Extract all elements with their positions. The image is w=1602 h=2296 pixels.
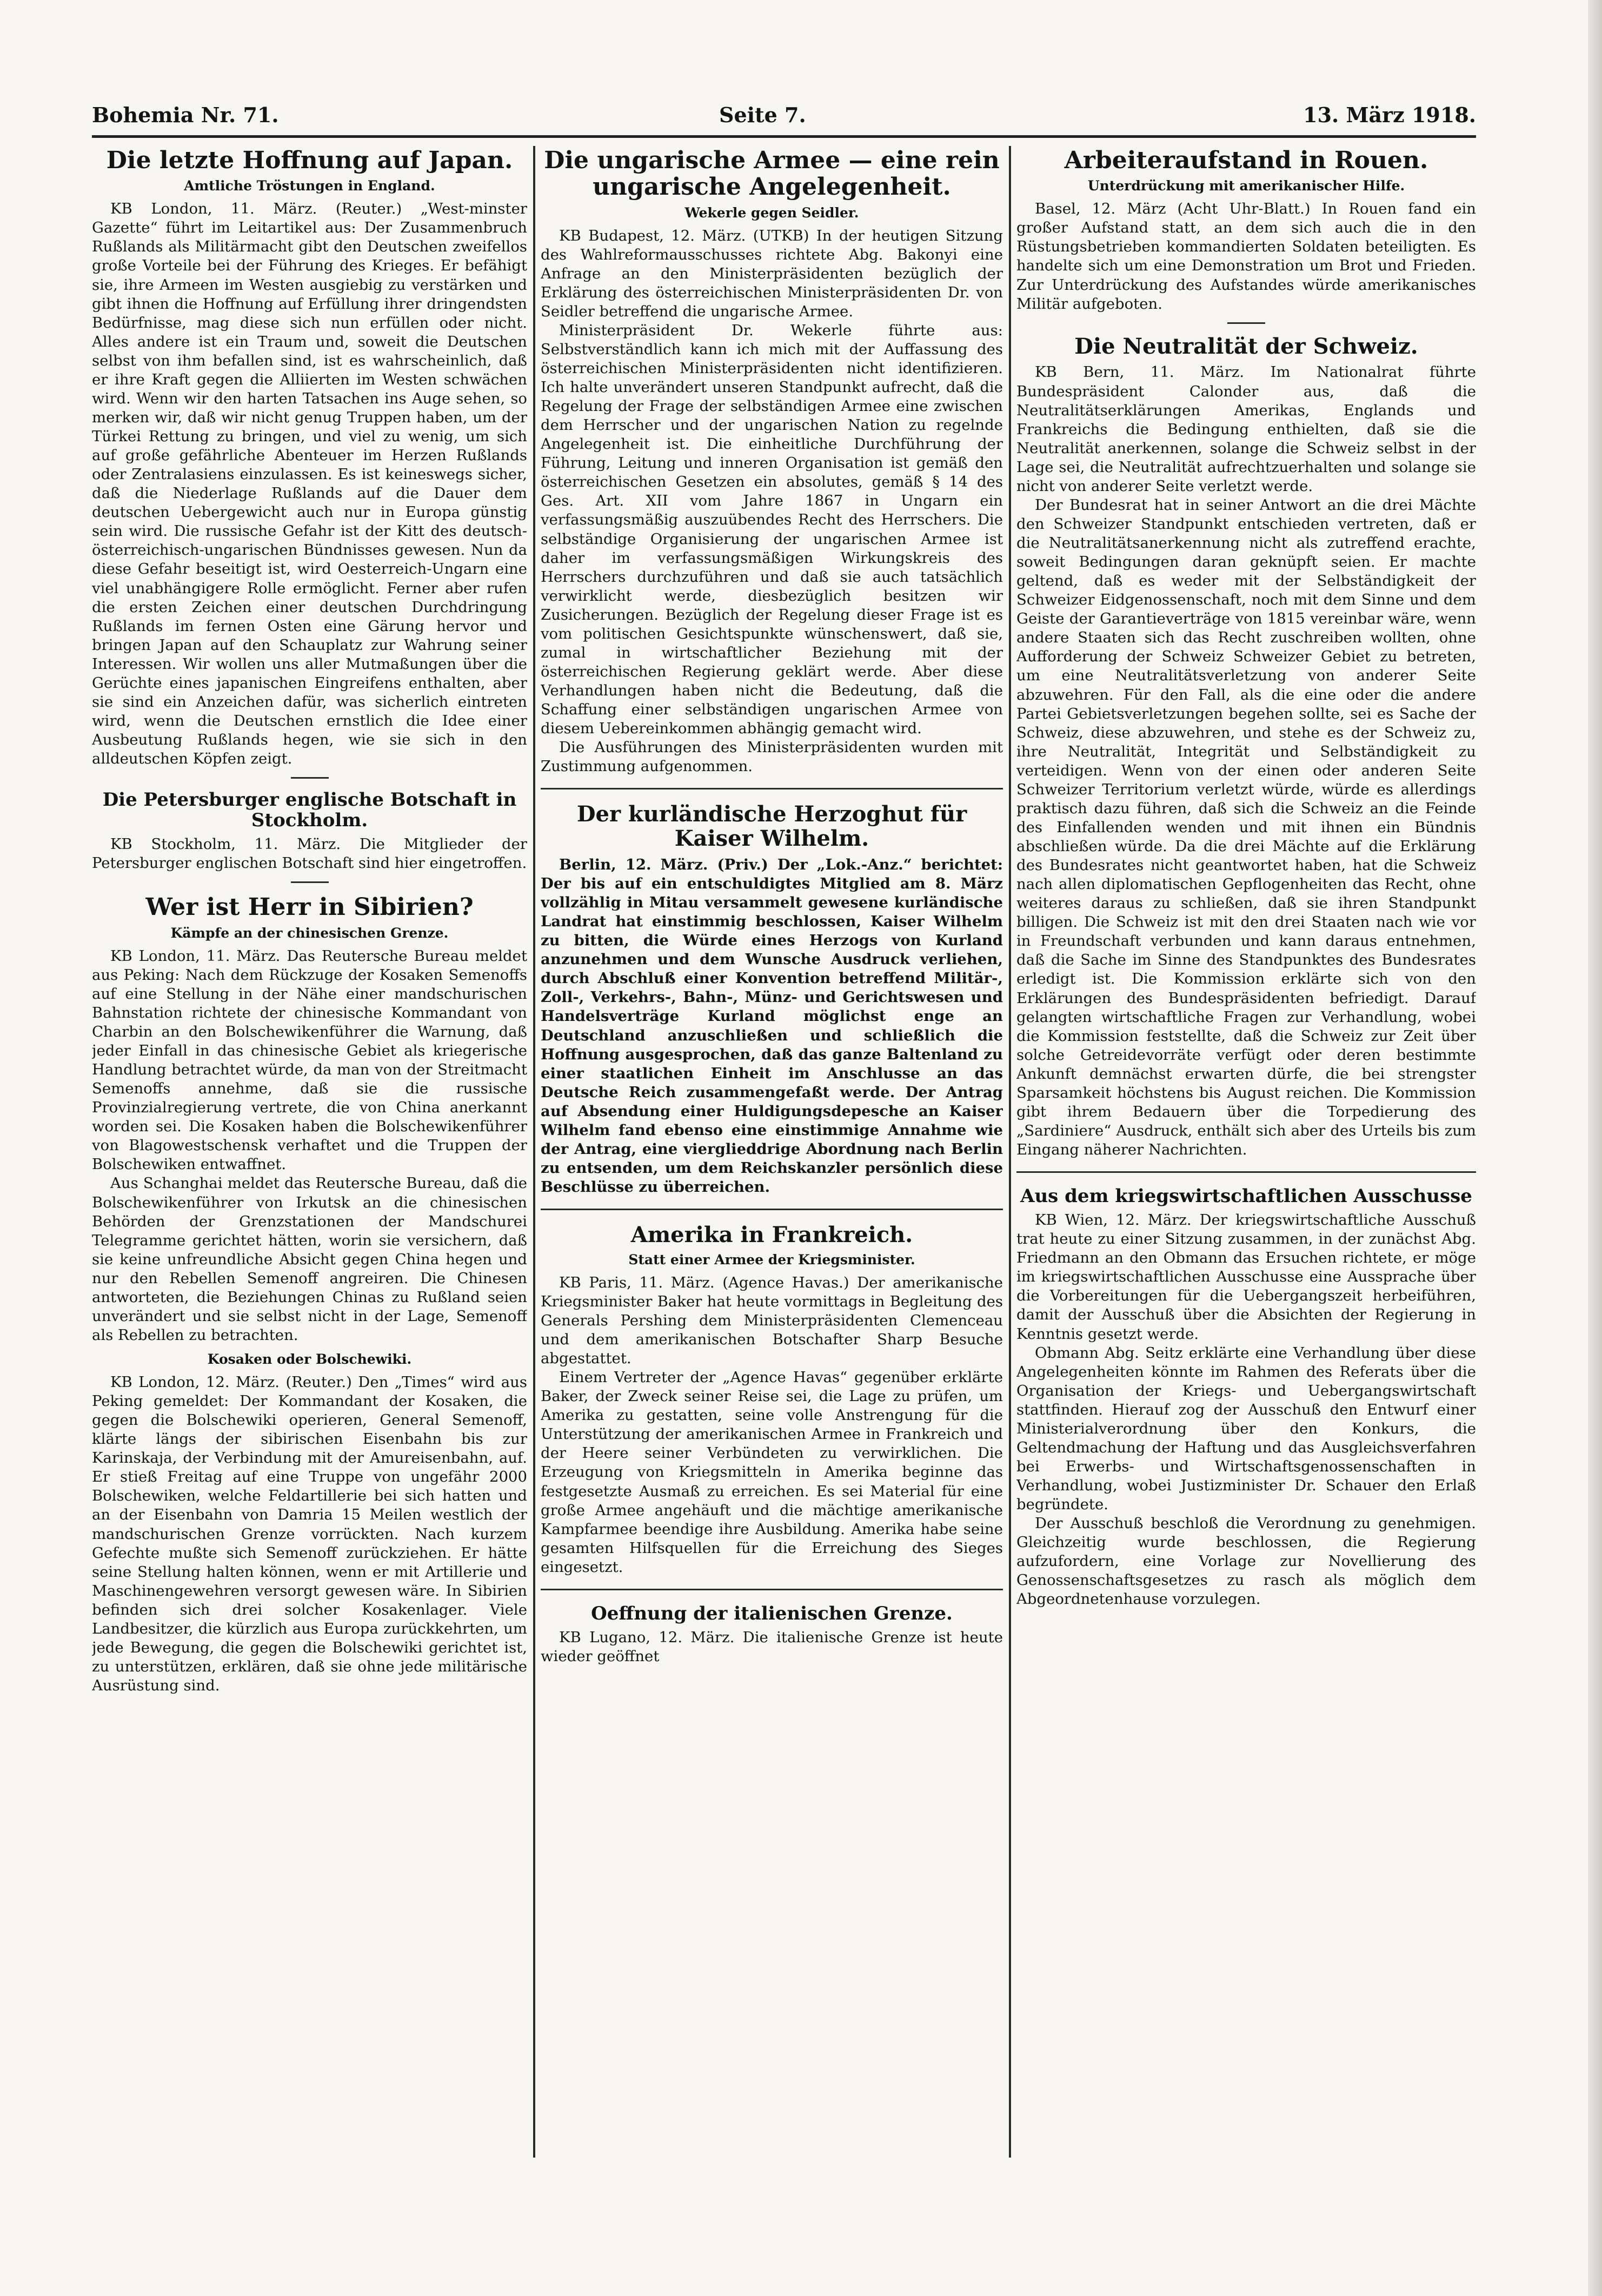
article-body: KB Budapest, 12. März. (UTKB) In der heutigen Sitzung des Wahlreformausschusses richtete Abg. Bakonyi eine Anfrage an den Ministerpräsidenten bezüglich der Erklärung des österreichischen Ministerpräsidenten Dr. von Seidler betreffend die ungarische Armee. [541, 227, 1003, 320]
article-amerika-frankreich [541, 1223, 1003, 1577]
article-headline: Der kurländische Herzoghut für Kaiser Wilhelm. [576, 801, 967, 852]
separator [541, 788, 1003, 789]
article-body: KB London, 11. März. (Reuter.) „West-minster Gazette“ führt im Leitartikel aus: Der Zusammenbruch Rußlands als Militärmacht gibt den Deutschen zweifellos große Vorteile bei der Führung des Krieges. Er befähigt sie, ihre Armeen im Westen ausgiebig zu verstärken und gibt ihnen die Hoffnung auf Erfüllung ihrer dringendsten Bedürfnisse, mag diese sich nun erfüllen oder nicht. Alles andere ist ein Traum und, soweit die Deutschen selbst von ihm befallen sind, ist es wahrscheinlich, daß er ihre Kraft gegen die Alliierten im Westen schwächen wird. Wenn wir den harten Tatsachen ins Auge sehen, so merken wir, daß wir nicht genug Truppen haben, um der Türkei Rettung zu bringen, und viel zu wenig, um sich auf große gefährliche Abenteuer im Herzen Rußlands oder Zentralasiens einzulassen. Es ist keineswegs sicher, daß die Niederlage Rußlands auf die Dauer dem deutschen Uebergewicht auch nur in Europa günstig sein wird. Die russische Gefahr ist der Kitt des deutsch-österreichisch-ungarischen Bündnisses gewesen. Nun da diese Gefahr beseitigt ist, wird Oesterreich-Ungarn eine viel unabhängigere Rolle ermöglicht. Ferner aber rufen die ersten Zeichen einer deutschen Durchdringung Rußlands im fernen Osten eine Gärung hervor und bringen Japan auf den Schauplatz zur Wahrung seiner Interessen. Wir wollen uns aller Mutmaßungen über die Gerüchte eines japanischen Eingreifens enthalten, aber sie sind ein Anzeichen dafür, was sicherlich eintreten wird, wenn die Deutschen ernstlich die Idee einer Ausbeutung Rußlands hegen, wie sie sich in den alldeutschen Köpfen zeigt. [92, 200, 527, 768]
article-subhead: Unterdrückung mit amerikanischer Hilfe. [1087, 178, 1405, 194]
separator [541, 1589, 1003, 1590]
separator [291, 777, 329, 779]
article-subhead: Wekerle gegen Seidler. [684, 204, 859, 221]
article-headline: Arbeiteraufstand in Rouen. [1064, 147, 1428, 174]
article-body: Berlin, 12. März. (Priv.) Der „Lok.-Anz.“ berichtet: Der bis auf ein entschuldigtes Mitglied am 8. März vollzählig in Mitau versammelt gewesene kurländische Landrat hat einstimmig beschlossen, Kaiser Wilhelm zu bitten, die Würde eines Herzogs von Kurland anzunehmen und dem Wunsche Ausdruck verliehen, durch Abschluß einer Konvention betreffend Militär-, Zoll-, Verkehrs-, Bahn-, Münz- und Gerichtswesen und Handelsverträge Kurland möglichst enge an Deutschland anzuschließen und schließlich die Hoffnung ausgesprochen, daß das ganze Baltenland zu einer staatlichen Einheit im Anschlusse an das Deutsche Reich zusammengefaßt werde. Der Antrag auf Absendung einer Huldigungsdepesche an Kaiser Wilhelm fand ebenso eine einstimmige Annahme wie der Antrag, eine vierglieddrige Abordnung nach Berlin zu entsenden, um dem Reichskanzler persönlich diese Beschlüsse zu überreichen. [541, 855, 1003, 1196]
article-body: Der Bundesrat hat in seiner Antwort an die drei Mächte den Schweizer Standpunkt entschieden vertreten, daß er die Neutralitätsanerkennung nicht als zutreffend erachte, soweit Bedingungen daran geknüpft seien. Er machte geltend, daß es weder mit der Selbständigkeit der Schweizer Eidgenossenschaft, noch mit dem Sinne und dem Geiste der Garantieverträge von 1815 vereinbar wäre, wenn andere Staaten sich das Recht zuschreiben wollten, ohne Aufforderung der Schweiz Schweizer Gebiet zu betreten, um eine Neutralitätsverletzung von anderer Seite abzuwehren. Für den Fall, als die eine oder die andere Partei Gebietsverletzungen begehen sollte, sei es Sache der Schweiz, diese abzuwehren, und stehe es der Schweiz zu, ihre Neutralität, Integrität und Selbständigkeit zu verteidigen. Wenn von der einen oder anderen Seite Schweizer Territorium verletzt würde, würde es allerdings praktisch dazu führen, daß sich die Schweiz an die Feinde des Einfallenden wenden und mit ihnen ein Bündnis abschließen würde. Da die drei Mächte auf die Erklärung des Bundesrates nicht geantwortet haben, hat die Schweiz nach allen diplomatischen Gepflogenheiten das Recht, ohne weiteres daraus zu schließen, daß sie ihren Standpunkt billigen. Die Schweiz ist mit den drei Staaten nach wie vor in Freundschaft verbunden und kann daraus entnehmen, daß die Sache im Sinne des Standpunktes des Bundesrates erledigt ist. Die Kommission erklärte sich von den Erklärungen des Bundespräsidenten befriedigt. Darauf gelangten wirtschaftliche Fragen zur Verhandlung, wobei die Kommission feststellte, daß die Schweiz zur Zeit über solche Getreidevorräte verfügt oder deren bestimmte Ankunft demnächst erwarten dürfe, die bei strengster Sparsamkeit höchstens bis August reichen. Die Kommission gibt ihrem Bedauern über die Torpedierung des „Sardiniere“ Ausdruck, enthält sich aber des Urteils bis zum Eingang näherer Nachrichten. [1016, 496, 1476, 1158]
column-1 [92, 147, 527, 2159]
article-body: KB Bern, 11. März. Im Nationalrat führte Bundespräsident Calonder aus, daß die Neutralitätserklärungen Amerikas, Englands und Frankreichs die Bedingung enthielten, daß sie die Neutralität anerkennen, solange die Schweiz selbst in der Lage sei, die Neutralität aufrechtzuerhalten und solange sie nicht von anderer Seite verletzt werde. [1016, 363, 1476, 495]
scan-edge [1588, 0, 1602, 2296]
separator [1016, 1171, 1476, 1173]
article-hoffnung-japan [92, 147, 527, 768]
article-body: KB Paris, 11. März. (Agence Havas.) Der amerikanische Kriegsminister Baker hat heute vormittags in Begleitung des Generals Pershing dem Ministerpräsidenten Clemenceau und dem amerikanischen Botschafter Sharp Besuche abgestattet. [541, 1273, 1003, 1368]
article-rouen [1016, 147, 1476, 314]
article-body: Aus Schanghai meldet das Reutersche Bureau, daß die Bolschewikenführer von Irkutsk an die chinesischen Behörden der Grenzstationen der Mandschurei Telegramme gerichtet hätten, worin sie versichern, daß sie keine unfreundliche Absicht gegen China hegen und nur den Rebellen Semenoff angreiren. Die Chinesen antworteten, die Beziehungen Chinas zu Rußland seien unverändert und sie selbst nicht in der Lage, Semenoff als Rebellen zu betrachten. [92, 1174, 527, 1344]
article-body: Ministerpräsident Dr. Wekerle führte aus: Selbstverständlich kann ich mich mit der Auffassung des österreichischen Ministerpräsidenten nicht identifizieren. Ich halte unverändert unseren Standpunkt aufrecht, daß die Regelung der Frage der selbständigen Armee eine zwischen dem Herrscher und der ungarischen Nation zu regelnde Angelegenheit ist. Die einheitliche Durchführung der Führung, Leitung und inneren Organisation ist gemäß den österreichischen Gesetzen ein absolutes, gemäß § 14 des Ges. Art. XII vom Jahre 1867 in Ungarn ein verfassungsmäßig auszuübendes Recht des Herrschers. Die selbständige Organisierung der ungarischen Armee ist daher im verfassungsmäßigen Wirkungskreis des Herrschers durchzuführen und daß sie auch tatsächlich verwirklicht werde, diesbezüglich besitzen wir Zusicherungen. Bezüglich der Regelung dieser Frage ist es vom politischen Gesichtspunkte wünschenswert, daß sie, zumal in wirtschaftlicher Beziehung mit der österreichischen Regierung geklärt werde. Aber diese Verhandlungen haben nicht die Bedeutung, daß die Schaffung einer selbständigen ungarischen Armee von diesem Uebereinkommen abhängig gemacht wird. [541, 321, 1003, 738]
issue-date: 13. März 1918. [1303, 103, 1476, 127]
article-body: KB London, 11. März. Das Reutersche Bureau meldet aus Peking: Nach dem Rückzuge der Kosaken Semenoffs auf eine Stellung in der Nähe einer mandschurischen Bahnstation richtete der chinesische Kommandant von Charbin an den Bolschewikenführer die Warnung, daß jeder Einfall in das chinesische Gebiet als kriegerische Handlung betrachtet würde, da man von der Streitmacht Semenoffs annehme, daß sie die russische Provinzialregierung vertrete, die von China anerkannt worden sei. Die Kosaken haben die Bolschewikenführer von Blagowestschensk verhaftet und die Truppen der Bolschewiken entwaffnet. [92, 947, 527, 1173]
article-headline: Die Neutralität der Schweiz. [1074, 333, 1418, 359]
article-body: Einem Vertreter der „Agence Havas“ gegenüber erklärte Baker, der Zweck seiner Reise sei, die Lage zu prüfen, um Amerika zu gestatten, seine volle Anstrengung für die Unterstützung der amerikanischen Armee in Frankreich und der Heere seiner Verbündeten zu verwirklichen. Die Erzeugung von Kriegsmitteln in Amerika beginne das festgesetzte Ausmaß zu erreichen. Es sei Material für eine große Armee angehäuft und die mächtige amerikanische Kampfarmee beendige ihre Ausbildung. Amerika habe seine gesamten Hilfsquellen für die Erreichung des Sieges eingesetzt. [541, 1369, 1003, 1576]
article-ungarische-armee [541, 147, 1003, 776]
separator [1227, 322, 1265, 324]
article-kosaken [92, 1351, 527, 1695]
article-headline: Oeffnung der italienischen Grenze. [591, 1602, 953, 1624]
article-headline: Kosaken oder Bolschewiki. [207, 1351, 412, 1367]
article-subhead: Kämpfe an der chinesischen Grenze. [170, 925, 449, 941]
header-rule [92, 135, 1476, 138]
newspaper-issue: Bohemia Nr. 71. [92, 103, 279, 127]
article-body: Der Ausschuß beschloß die Verordnung zu genehmigen. Gleichzeitig wurde beschlossen, die Regierung aufzufordern, eine Vorlage zur Novellierung des Genossenschaftsgesetzes zu rasch als möglich dem Abgeordnetenhause vorzulegen. [1016, 1515, 1476, 1608]
article-body: Obmann Abg. Seitz erklärte eine Verhandlung über diese Angelegenheiten könnte im Rahmen des Referats über die Organisation der Kriegs- und Uebergangswirtschaft stattfinden. Hierauf zog der Ausschuß den Entwurf einer Ministerialverordnung über den Konkurs, die Geltendmachung der Haftung und das Ausgleichsverfahren bei Erwerbs- und Wirtschaftsgenossenschaften in Verhandlung, wobei Justizminister Dr. Schauer den Erlaß begründete. [1016, 1344, 1476, 1514]
article-neutralitaet-schweiz [1016, 335, 1476, 1159]
article-body: KB Wien, 12. März. Der kriegswirtschaftliche Ausschuß trat heute zu einer Sitzung zusammen, in der zunächst Abg. Friedmann an den Obmann das Ersuchen richtete, er möge im kriegswirtschaftlichen Ausschusse eine Aussprache über die Vorbereitungen für die Uebergangszeit herbeiführen, damit der Ausschuß über die Absichten der Regierung in Kenntnis gesetzt werde. [1016, 1211, 1476, 1343]
article-italienische-grenze [541, 1603, 1003, 1666]
article-headline: Amerika in Frankreich. [630, 1222, 913, 1248]
article-body: KB Stockholm, 11. März. Die Mitglieder der Petersburger englischen Botschaft sind hier eingetroffen. [92, 835, 527, 872]
article-headline: Wer ist Herr in Sibirien? [145, 893, 474, 921]
column-2 [541, 147, 1003, 2159]
column-rule-1 [533, 146, 535, 2158]
article-headline: Die ungarische Armee — eine rein ungarische Angelegenheit. [544, 147, 1000, 201]
article-kurlaendischer-herzoghut [541, 802, 1003, 1197]
page-header [92, 103, 1476, 133]
article-headline: Aus dem kriegswirtschaftlichen Ausschusse [1020, 1185, 1472, 1207]
column-rule-2 [1009, 146, 1011, 2158]
article-headline: Die Petersburger englische Botschaft in Stockholm. [102, 789, 517, 832]
article-petersburger-botschaft [92, 789, 527, 873]
article-subhead: Statt einer Armee der Kriegsminister. [628, 1251, 915, 1268]
article-body: Basel, 12. März (Acht Uhr-Blatt.) In Rouen fand ein großer Aufstand statt, an dem sich auch die in den Rüstungsbetrieben kommandierten Soldaten beteiligten. Es handelte sich um eine Demonstration um Brot und Frieden. Zur Unterdrückung des Aufstandes würde amerikanisches Militär aufgeboten. [1016, 200, 1476, 313]
column-3 [1016, 147, 1476, 2159]
article-body: KB Lugano, 12. März. Die italienische Grenze ist heute wieder geöffnet [541, 1628, 1003, 1665]
page-number: Seite 7. [719, 103, 806, 127]
article-sibirien [92, 894, 527, 1345]
article-kriegswirtschaftlicher-ausschuss [1016, 1186, 1476, 1609]
separator [541, 1209, 1003, 1210]
separator [291, 881, 329, 883]
article-body: Die Ausführungen des Ministerpräsidenten wurden mit Zustimmung aufgenommen. [541, 739, 1003, 775]
article-body: KB London, 12. März. (Reuter.) Den „Times“ wird aus Peking gemeldet: Der Kommandant der Kosaken, die gegen die Bolschewiki operieren, General Semenoff, klärte längs der sibirischen Eisenbahn bis zur Karinskaja, der Verbindung mit der Amureisenbahn, auf. Er stieß Freitag auf eine Truppe von ungefähr 2000 Bolschewiken, welche Feldartillerie bei sich hatten und an der Eisenbahn von Damria 15 Meilen westlich der mandschurischen Grenze vorrückten. Nach kurzem Gefechte mußte sich Semenoff zurückziehen. Er hätte seine Stellung halten können, wenn er mit Artillerie und Maschinengewehren versorgt gewesen wäre. In Sibirien befinden sich drei solcher Kosakenlager. Viele Landbesitzer, die kürzlich aus Europa zurückkehrten, um jede Bewegung, die gegen die Bolschewiki gerichtet ist, zu unterstützen, erklären, daß sie ohne jede militärische Ausrüstung sind. [92, 1373, 527, 1694]
article-headline: Die letzte Hoffnung auf Japan. [106, 147, 513, 174]
article-subhead: Amtliche Tröstungen in England. [184, 178, 435, 194]
